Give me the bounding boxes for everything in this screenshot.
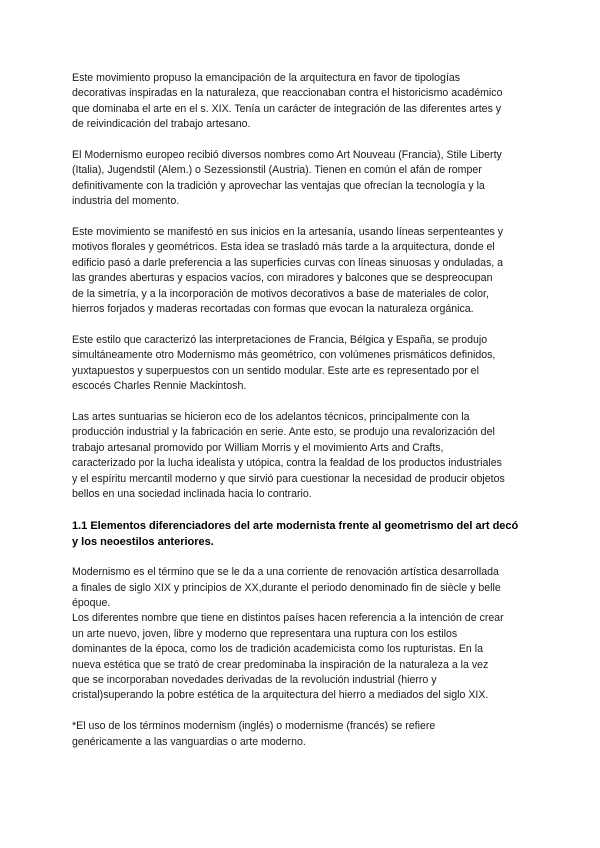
footnote: *El uso de los términos modernism (inglés) o modernisme (francés) se refiere genéricamente a las vanguardias o arte moderno. <box>72 720 436 748</box>
paragraph-sumptuary-arts: Las artes suntuarias se hicieron eco de los adelantos técnicos, principalmente con la producción industrial y la fabricación en serie. Ante esto, se produjo una revalorización del trabajo artesanal promovido por William Morris y el movimiento Arts and Crafts, caracterizado por la lucha idealista y utópica, contra la fealdad de los productos industriales y el espíritu mercantil moderno y que sirvió para cuestionar la necesidad de producir objetos bellos en una sociedad inclinada hacia lo contrario. <box>72 410 505 500</box>
paragraph-geometric-modernism: Este estilo que caracterizó las interpretaciones de Francia, Bélgica y España, se produjo simultáneamente otro Modernismo más geométrico, con volúmenes prismáticos definidos, yuxtapuestos y superpuestos con un sentido modular. Este arte es representado por el escocés Charles Rennie Mackintosh. <box>72 333 496 393</box>
paragraph-emancipation: Este movimiento propuso la emancipación de la arquitectura en favor de tipologías decorativas inspiradas en la naturaleza, que reaccionaban contra el historicismo académico que dominaba el arte en el s. XIX. Tenía un carácter de integración de las diferentes artes y de reivindicación del trabajo artesano. <box>72 72 503 131</box>
section-heading: 1.1 Elementos diferenciadores del arte modernista frente al geometrismo del art decó y los neoestilos anteriores. <box>72 519 519 548</box>
document-body <box>72 71 550 765</box>
paragraph-european-names: El Modernismo europeo recibió diversos nombres como Art Nouveau (Francia), Stile Liberty (Italia), Jugendstil (Alem.) o Sezessionstil (Austria). Tienen en común el afán de romper definitivamente con la tradición y aprovechar las ventajas que ofrecían la tecnología y la industria del momento. <box>72 149 502 208</box>
paragraph-names-intent: Los diferentes nombre que tiene en distintos países hacen referencia a la intención de crear un arte nuevo, joven, libre y moderno que representara una ruptura con los estilos dominantes de la época, como los de tradición academicista como los rupturistas. En la nueva estética que se trató de crear predominaba la inspiración de la naturaleza a la vez que se incorporaban novedades derivadas de la revolución industrial (hierro y cristal)superando la pobre estética de la arquitectura del hierro a mediados del siglo XIX. <box>72 612 504 702</box>
paragraph-definition: Modernismo es el término que se le da a una corriente de renovación artística desarrollada a finales de siglo XIX y principios de XX,durante el periodo denominado fin de siècle y belle époque. <box>72 566 501 609</box>
paragraph-artisan-origins: Este movimiento se manifestó en sus inicios en la artesanía, usando líneas serpenteantes y motivos florales y geométricos. Esta idea se trasladó más tarde a la arquitectura, donde el edificio pasó a darle preferencia a las superficies curvas con líneas sinuosas y onduladas, a las grandes aberturas y espacios vacíos, con miradores y balcones que se despreocupan de la simetría, y a la incorporación de motivos decorativos a base de materiales de color, hierros forjados y maderas recortadas con formas que evocan la naturaleza orgánica. <box>72 226 504 316</box>
